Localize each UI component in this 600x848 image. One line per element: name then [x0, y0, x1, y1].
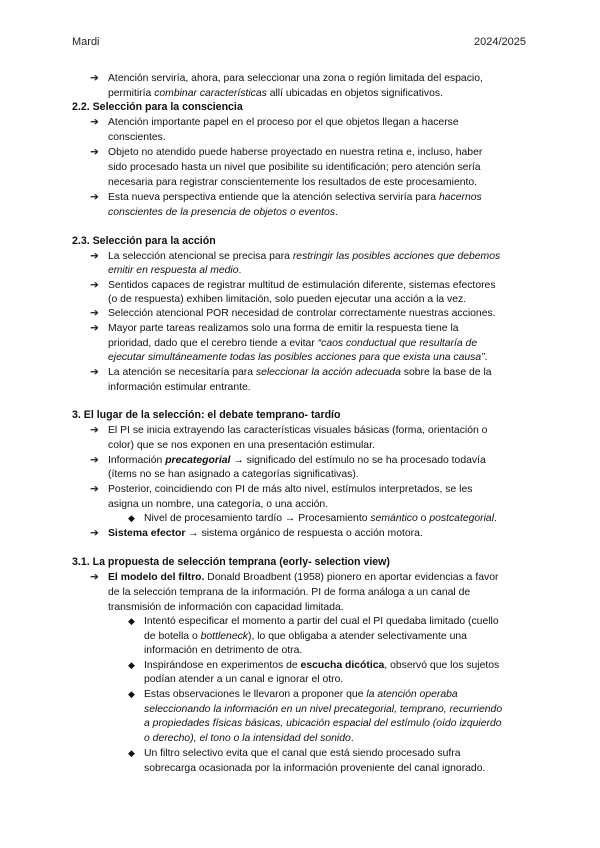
text-line: sido procesado hasta un nivel que posibilite su identificación; pero atención sería — [108, 162, 481, 173]
arrow-icon: ➔ — [90, 527, 99, 539]
text-line: o derecho), el tono o la intensidad del sonido. — [144, 733, 354, 744]
text-line: Objeto no atendido puede haberse proyectado en nuestra retina e, incluso, haber — [108, 147, 483, 158]
text-line: Intentó especificar el momento a partir del cual el PI quedaba limitado (cuello — [144, 616, 499, 627]
text-line: Atención serviría, ahora, para seleccionar una zona o región limitada del espacio, — [108, 73, 483, 84]
arrow-icon: ➔ — [90, 424, 99, 436]
text-line: Inspirándose en experimentos de escucha dicótica, observó que los sujetos — [144, 660, 500, 671]
text-line: Atención importante papel en el proceso por el que objetos llegan a hacerse — [108, 117, 459, 128]
text-line: El PI se inicia extrayendo las características visuales básicas (forma, orientación o — [108, 425, 488, 436]
section-heading: 3. El lugar de la selección: el debate temprano- tardío — [72, 409, 341, 421]
text-line: seleccionando la información en un nivel precategorial, temprano, recurriendo — [144, 704, 503, 715]
section-heading: 3.1. La propuesta de selección temprana (eorly- selection view) — [72, 556, 390, 568]
arrow-icon: ➔ — [90, 191, 99, 203]
text-line: emitir en respuesta al medio. — [108, 265, 242, 276]
text-line: permitiría combinar características allí ubicadas en objetos significativos. — [108, 88, 443, 99]
text-line: podían atender a un canal e ignorar el otro. — [144, 674, 344, 685]
text-line: asigna un nombre, una categoría, o una acción. — [108, 499, 329, 510]
text-line: color) que se nos exponen en una presentación estimular. — [108, 440, 375, 451]
text-line: prioridad, dado que el cerebro tiende a evitar “caos conductual que resultaría de — [108, 338, 478, 349]
text-line: Selección atencional POR necesidad de controlar correctamente nuestras acciones. — [108, 308, 496, 319]
diamond-icon: ◆ — [128, 748, 135, 758]
section-heading: 2.3. Selección para la acción — [72, 235, 216, 247]
arrow-icon: ➔ — [90, 307, 99, 319]
arrow-icon: ➔ — [90, 146, 99, 158]
text-line: Nivel de procesamiento tardío → Procesamiento semántico o postcategorial. — [144, 513, 497, 524]
diamond-icon: ◆ — [128, 513, 135, 523]
text-line: Información precategorial → significado del estímulo no se ha procesado todavía — [108, 455, 486, 466]
text-line: conscientes de la presencia de objetos o eventos. — [108, 207, 338, 218]
arrow-icon: ➔ — [90, 571, 99, 583]
text-line: conscientes. — [108, 132, 166, 143]
arrow-icon: ➔ — [90, 322, 99, 334]
text-line: Mayor parte tareas realizamos solo una forma de emitir la respuesta tiene la — [108, 323, 459, 334]
text-line: (ítems no se han asignado a categorías significativas). — [108, 469, 359, 480]
text-line: de botella o bottleneck), lo que obligaba a atender selectivamente una — [144, 631, 467, 642]
text-line: Esta nueva perspectiva entiende que la atención selectiva serviría para hacernos — [108, 192, 482, 203]
text-line: Estas observaciones le llevaron a proponer que la atención operaba — [144, 689, 458, 700]
arrow-icon: ➔ — [90, 454, 99, 466]
section-heading: 2.2. Selección para la consciencia — [72, 101, 243, 113]
text-line: transmisión de información con capacidad limitada. — [108, 602, 344, 613]
diamond-icon: ◆ — [128, 616, 135, 626]
text-line: Un filtro selectivo evita que el canal que está siendo procesado sufra — [144, 748, 461, 759]
header-right: 2024/2025 — [474, 36, 526, 48]
text-line: La atención se necesitaría para seleccionar la acción adecuada sobre la base de la — [108, 367, 492, 378]
diamond-icon: ◆ — [128, 660, 135, 670]
text-line: necesaria para registrar conscientemente los resultados de este procesamiento. — [108, 177, 478, 188]
text-line: Posterior, coincidiendo con PI de más alto nivel, estímulos interpretados, se les — [108, 484, 473, 495]
text-line: información estimular entrante. — [108, 382, 251, 393]
arrow-icon: ➔ — [90, 116, 99, 128]
text-line: sobrecarga ocasionada por la información proveniente del canal ignorado. — [144, 763, 486, 774]
diamond-icon: ◆ — [128, 689, 135, 699]
text-line: ejecutar simultáneamente todas las posibles acciones para que exista una causa”. — [108, 352, 488, 363]
text-line: Sentidos capaces de registrar multitud de estimulación diferente, sistemas efectores — [108, 280, 496, 291]
text-line: Sistema efector → sistema orgánico de respuesta o acción motora. — [108, 528, 423, 539]
header-left: Mardi — [72, 36, 100, 48]
text-line: de la selección temprana de la información. PI de forma análoga a un canal de — [108, 587, 471, 598]
arrow-icon: ➔ — [90, 279, 99, 291]
arrow-icon: ➔ — [90, 483, 99, 495]
text-line: El modelo del filtro. Donald Broadbent (1958) pionero en aportar evidencias a favor — [108, 572, 499, 583]
arrow-icon: ➔ — [90, 72, 99, 84]
text-line: a propiedades físicas básicas, ubicación espacial del estímulo (oído izquierdo — [144, 718, 502, 729]
text-line: (o de respuesta) exhiben limitación, solo pueden ejecutar una acción a la vez. — [108, 294, 467, 305]
text-line: información en detrimento de otra. — [144, 645, 303, 656]
text-line: La selección atencional se precisa para restringir las posibles acciones que debemos — [108, 251, 501, 262]
arrow-icon: ➔ — [90, 250, 99, 262]
arrow-icon: ➔ — [90, 366, 99, 378]
